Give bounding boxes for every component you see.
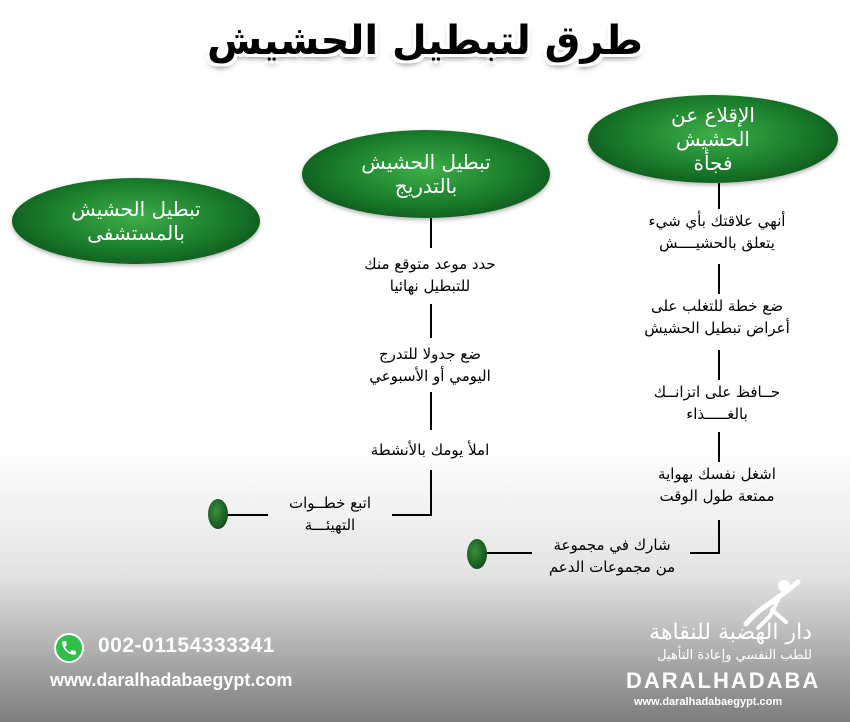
step-line: حــافظ على اتزانــك	[653, 383, 781, 401]
phone-handset-icon	[60, 639, 78, 657]
step-item	[268, 493, 392, 537]
step-item	[620, 382, 814, 426]
connector-line	[718, 432, 720, 462]
step-line: اليومي أو الأسبوعي	[369, 366, 491, 385]
website-link[interactable]: www.daralhadabaegypt.com	[50, 670, 293, 690]
heading-hospital-line2: بالمستشفى	[87, 221, 185, 245]
step-line: التهيئـــة	[304, 515, 356, 534]
step-line: للتبطيل نهائيا	[389, 276, 471, 295]
page-title: طرق لتبطيل الحشيش	[207, 18, 643, 64]
connector-line	[228, 514, 268, 516]
step-line: حدد موعد متوقع منك	[364, 255, 496, 273]
brand-logo-block	[612, 572, 821, 712]
brand-english-name: DARALHADABA	[626, 668, 821, 693]
connector-line	[486, 552, 532, 554]
connector-line	[690, 552, 720, 554]
step-line: شارك في مجموعة	[553, 536, 671, 554]
heading-gradual	[302, 130, 550, 218]
brand-arabic-name: دار الهضبة للنقاهة	[649, 620, 812, 645]
brand-arabic-tagline: للطب النفسي وإعادة التأهيل	[657, 648, 812, 663]
heading-quit-abruptly	[588, 95, 838, 183]
step-line: أنهي علاقتك بأي شيء	[648, 212, 786, 230]
step-item	[330, 440, 530, 462]
connector-line	[430, 392, 432, 430]
step-line: يتعلق بالحشيــــش	[659, 233, 775, 252]
heading-gradual-line1: تبطيل الحشيش	[361, 150, 491, 174]
connector-line	[718, 520, 720, 553]
step-item	[620, 296, 814, 340]
step-item	[620, 464, 814, 508]
end-dot	[467, 539, 487, 569]
step-item	[330, 344, 530, 388]
step-line: اشغل نفسك بهواية	[658, 465, 776, 483]
connector-line	[718, 183, 720, 209]
step-line: من مجموعات الدعم	[548, 557, 676, 576]
step-line: أعراض تبطيل الحشيش	[644, 318, 790, 337]
connector-line	[430, 304, 432, 338]
step-line: املأ يومك بالأنشطة	[370, 441, 490, 459]
connector-line	[392, 514, 432, 516]
connector-line	[718, 264, 720, 294]
heading-hospital	[12, 178, 260, 264]
connector-line	[430, 470, 432, 516]
heading-quit-abruptly-line1: الإقلاع عن الحشيش	[671, 103, 755, 151]
step-item	[330, 254, 530, 298]
step-line: اتبع خطــوات	[288, 494, 372, 512]
heading-gradual-line2: بالتدريج	[394, 174, 458, 198]
heading-quit-abruptly-line2: فجأة	[693, 151, 733, 175]
end-dot	[208, 499, 228, 529]
whatsapp-icon	[54, 633, 84, 663]
connector-line	[718, 350, 720, 380]
brand-website[interactable]: www.daralhadabaegypt.com	[634, 696, 783, 708]
heading-hospital-line1: تبطيل الحشيش	[71, 197, 201, 221]
phone-number: 002-01154333341	[98, 634, 275, 657]
step-line: ضع جدولا للتدرج	[378, 345, 482, 363]
step-line: ضع خطة للتغلب على	[650, 297, 784, 315]
step-line: ممتعة طول الوقت	[659, 486, 775, 505]
step-line: بالغـــــذاء	[686, 404, 748, 423]
connector-line	[430, 218, 432, 248]
step-item	[620, 211, 814, 255]
